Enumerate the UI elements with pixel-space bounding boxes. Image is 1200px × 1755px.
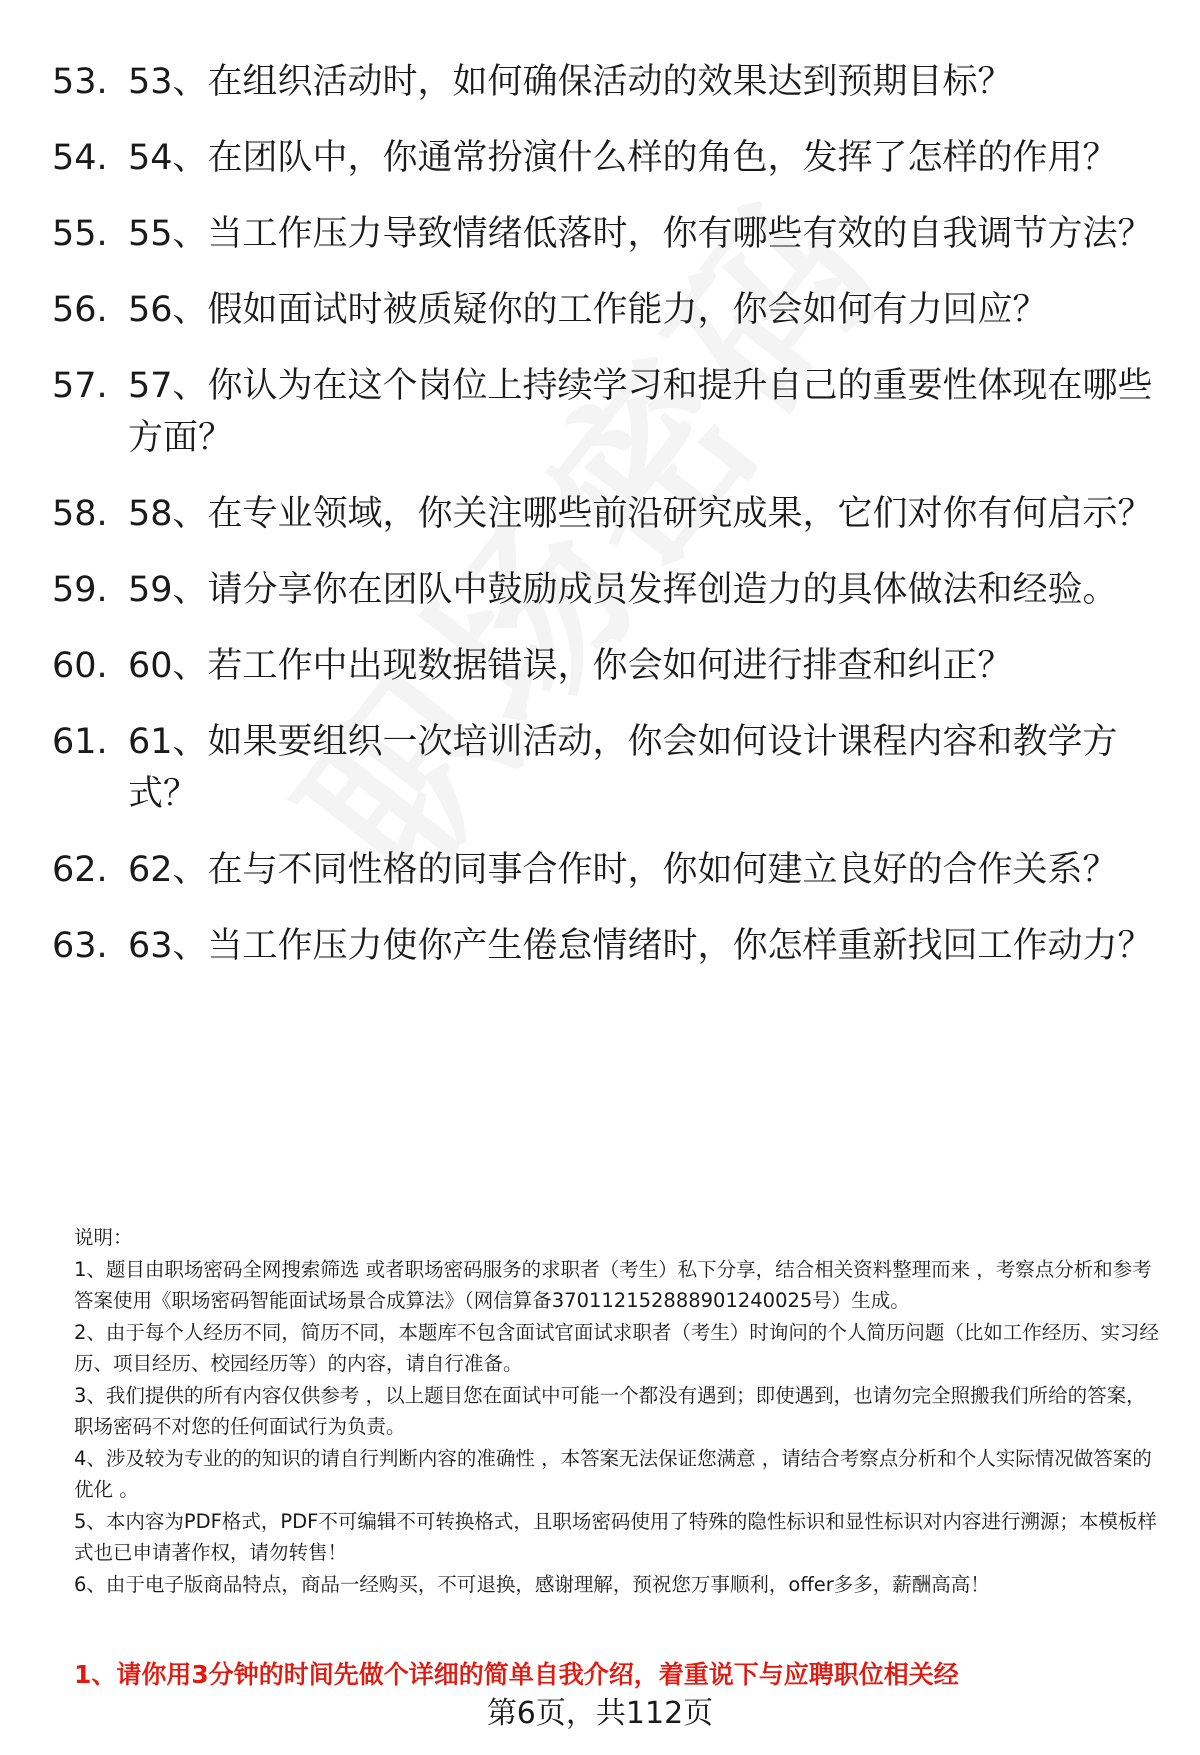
question-text: 59、请分享你在团队中鼓励成员发挥创造力的具体做法和经验。 (128, 570, 1118, 610)
next-question-heading: 1、请你用3分钟的时间先做个详细的简单自我介绍，着重说下与应聘职位相关经 (74, 1660, 959, 1689)
question-number: 57. (52, 366, 108, 406)
page-footer (0, 1688, 1200, 1732)
note-item: 4、涉及较为专业的的知识的请自行判断内容的准确性 ，本答案无法保证您满意 ，请结合考察点分析和个人实际情况做答案的优化 。 (74, 1446, 1152, 1501)
question-item (52, 56, 1162, 108)
question-item (52, 488, 1162, 540)
question-item (52, 716, 1162, 820)
question-text: 61、如果要组织一次培训活动，你会如何设计课程内容和教学方式？ (128, 722, 1118, 814)
question-number: 63. (52, 926, 108, 966)
question-text: 62、在与不同性格的同事合作时，你如何建立良好的合作关系？ (128, 850, 1118, 890)
page-number: 第6页，共112页 (483, 1696, 717, 1731)
question-number: 56. (52, 290, 108, 330)
question-text: 57、你认为在这个岗位上持续学习和提升自己的重要性体现在哪些方面？ (128, 366, 1153, 458)
note-item: 3、我们提供的所有内容仅供参考 ，以上题目您在面试中可能一个都没有遇到；即使遇到，也请勿完全照搬我们所给的答案，职场密码不对您的任何面试行为负责。 (74, 1383, 1146, 1438)
question-text: 58、在专业领域，你关注哪些前沿研究成果，它们对你有何启示？ (128, 494, 1153, 534)
note-item: 5、本内容为PDF格式，PDF不可编辑不可转换格式，且职场密码使用了特殊的隐性标识和显性标识对内容进行溯源；本模板样式也已申请著作权，请勿转售！ (74, 1509, 1157, 1564)
question-item (52, 564, 1162, 616)
question-item (52, 640, 1162, 692)
question-item (52, 844, 1162, 896)
question-item (52, 920, 1162, 972)
note-item: 1、题目由职场密码全网搜索筛选 或者职场密码服务的求职者（考生）私下分享，结合相关资料整理而来 ，考察点分析和参考答案使用《职场密码智能面试场景合成算法》（网信算备370112152888901240025号）生成。 (74, 1257, 1152, 1312)
question-list (52, 56, 1162, 996)
question-text: 60、若工作中出现数据错误，你会如何进行排查和纠正？ (128, 646, 1013, 686)
question-item (52, 132, 1162, 184)
question-number: 60. (52, 646, 108, 686)
question-text: 55、当工作压力导致情绪低落时，你有哪些有效的自我调节方法？ (128, 214, 1153, 254)
note-item: 6、由于电子版商品特点，商品一经购买，不可退换，感谢理解，预祝您万事顺利，offer多多，薪酬高高！ (74, 1572, 990, 1596)
question-item (52, 284, 1162, 336)
question-number: 53. (52, 62, 108, 102)
question-number: 54. (52, 138, 108, 178)
question-item (52, 360, 1162, 464)
question-text: 63、当工作压力使你产生倦怠情绪时，你怎样重新找回工作动力？ (128, 926, 1153, 966)
notes-section (74, 1222, 1159, 1600)
notes-heading: 说明： (74, 1226, 133, 1249)
question-number: 59. (52, 570, 108, 610)
question-number: 61. (52, 722, 108, 762)
question-number: 62. (52, 850, 108, 890)
note-item: 2、由于每个人经历不同，简历不同，本题库不包含面试官面试求职者（考生）时询问的个人简历问题（比如工作经历、实习经历、项目经历、校园经历等）的内容，请自行准备。 (74, 1320, 1159, 1375)
question-text: 56、假如面试时被质疑你的工作能力，你会如何有力回应？ (128, 290, 1048, 330)
question-text: 54、在团队中，你通常扮演什么样的角色，发挥了怎样的作用？ (128, 138, 1118, 178)
question-item (52, 208, 1162, 260)
question-number: 55. (52, 214, 108, 254)
question-text: 53、在组织活动时，如何确保活动的效果达到预期目标？ (128, 62, 1013, 102)
question-number: 58. (52, 494, 108, 534)
